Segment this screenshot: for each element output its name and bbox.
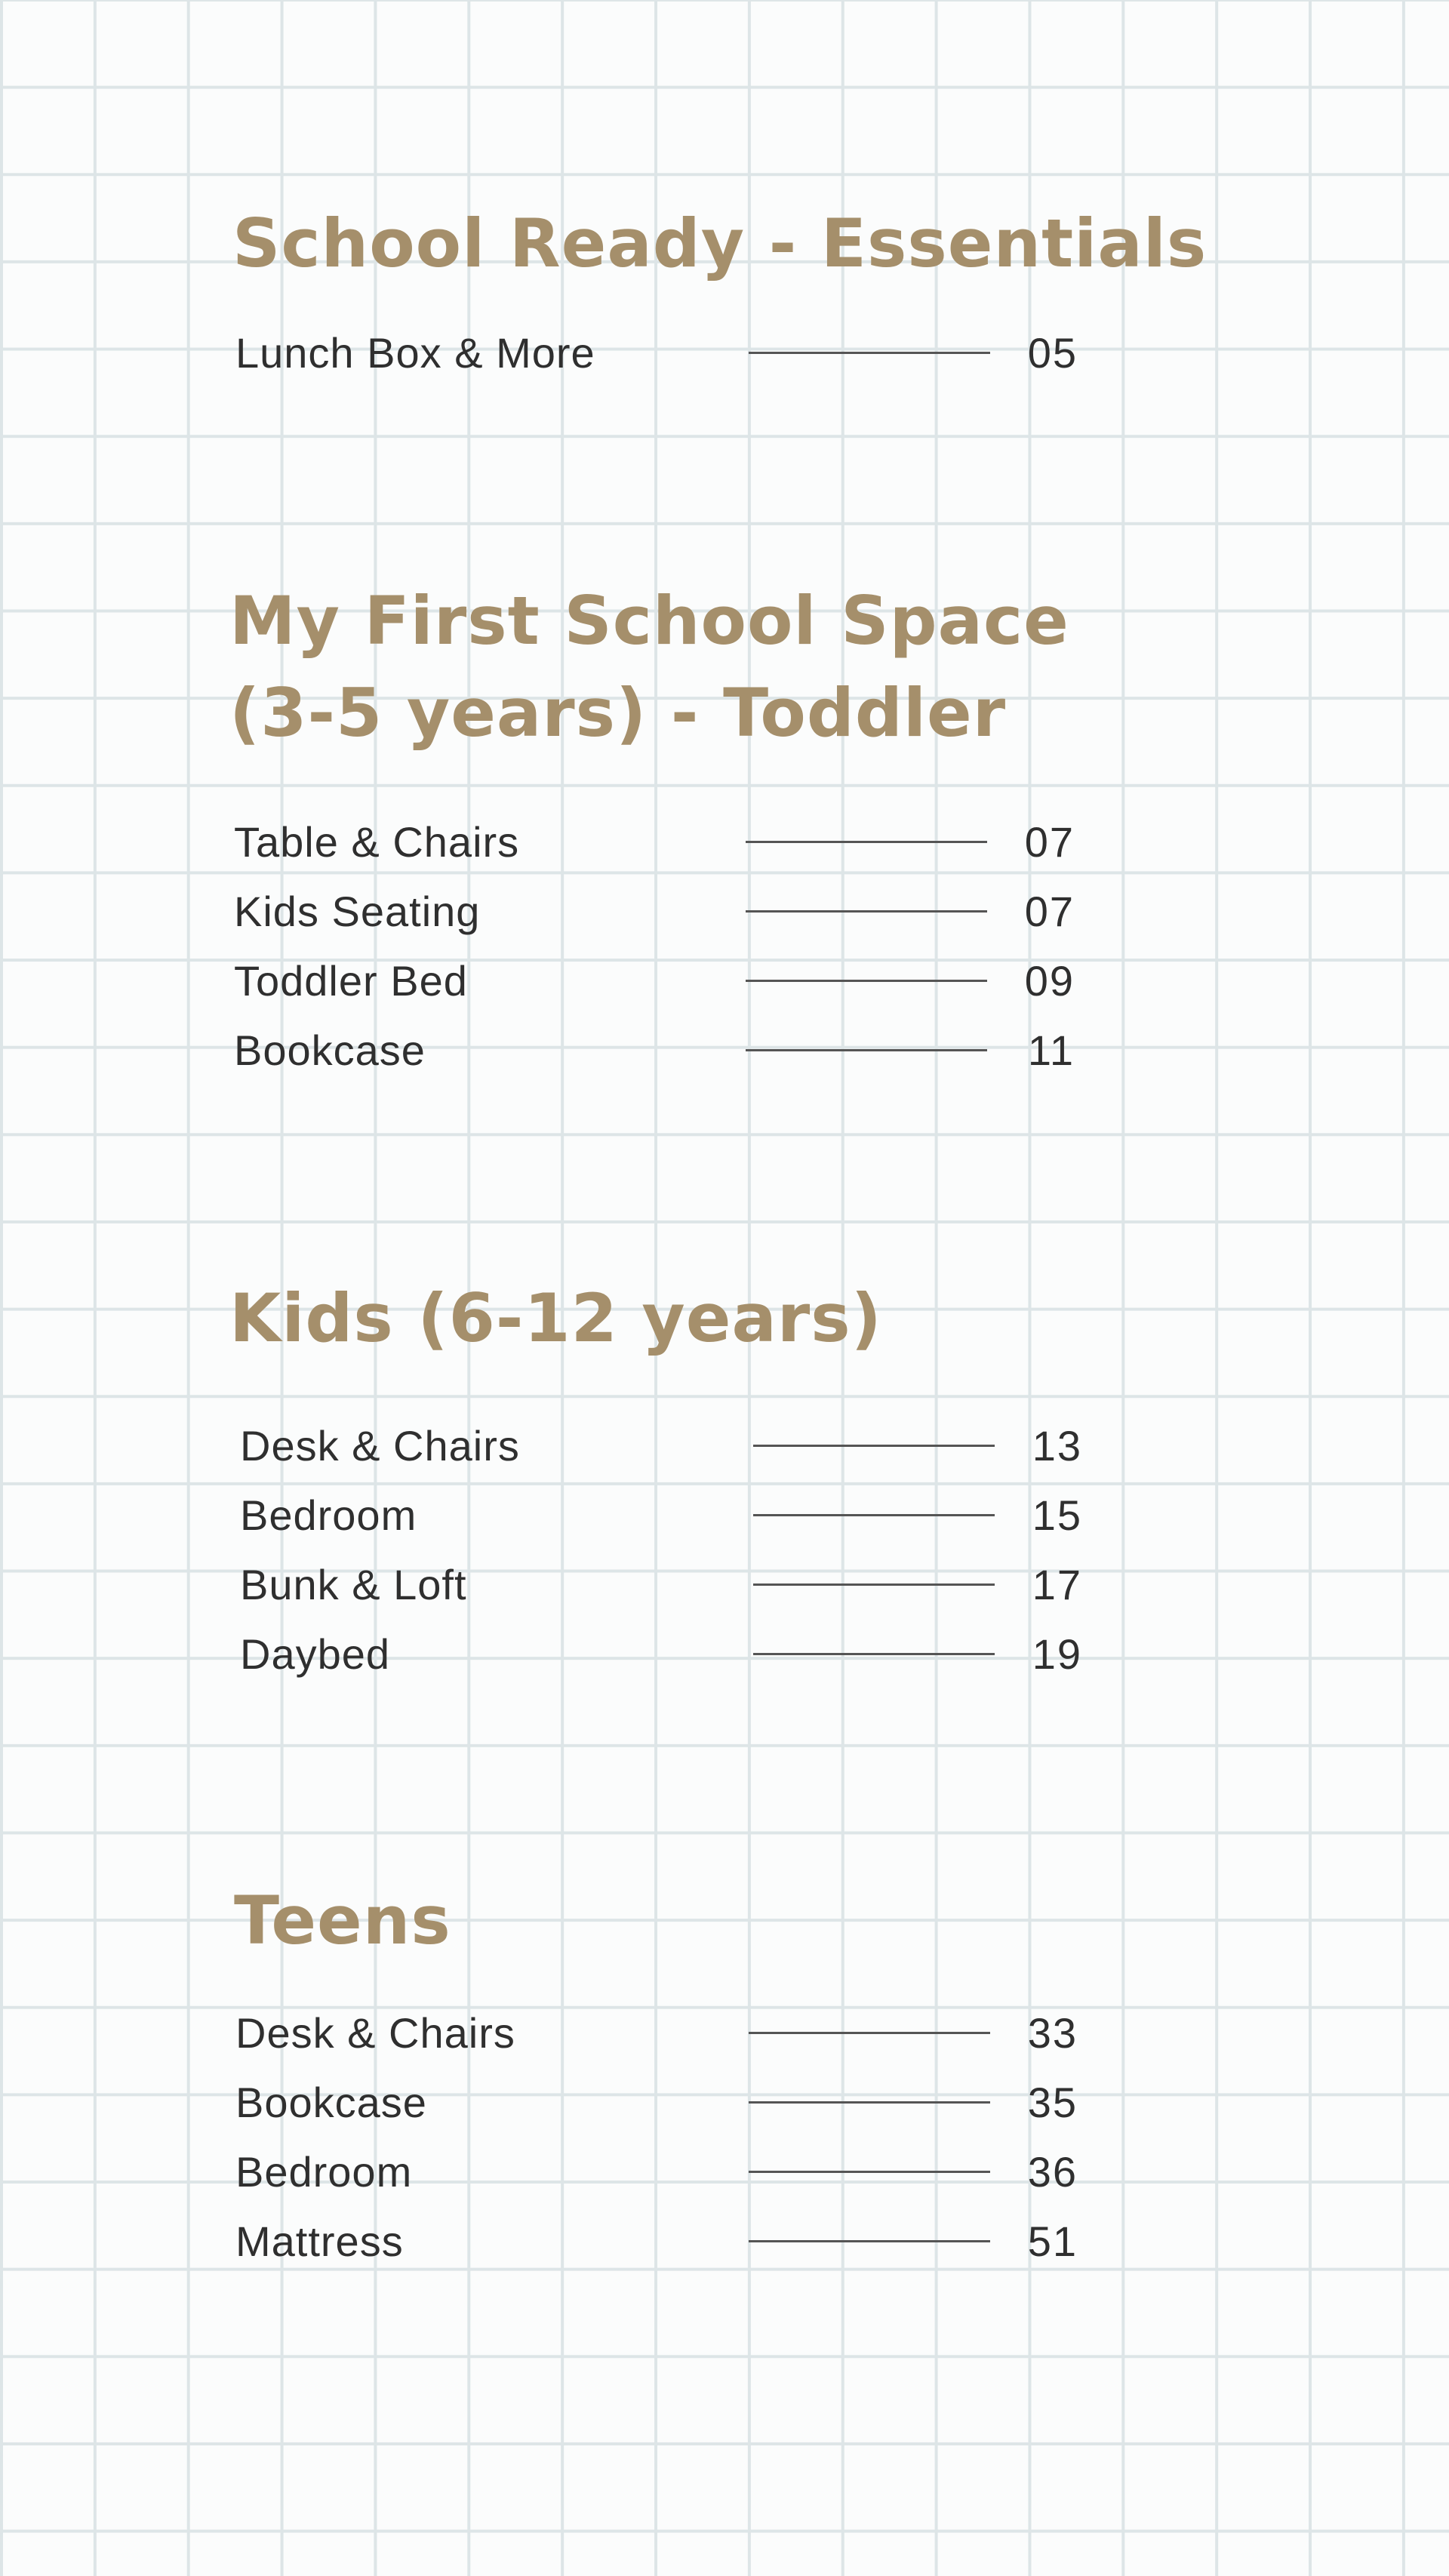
entry-page-number: 15	[1032, 1491, 1082, 1539]
section-heading	[229, 1273, 882, 1365]
leader-line	[746, 841, 987, 843]
section-heading	[229, 575, 1069, 759]
leader-line	[749, 2101, 990, 2104]
entry-page-number: 07	[1024, 888, 1075, 935]
toc-entry[interactable]	[0, 2137, 1449, 2207]
leader-line	[753, 1445, 995, 1447]
leader-line	[746, 1049, 987, 1051]
leader-line	[746, 910, 987, 913]
entry-page-number: 09	[1024, 957, 1075, 1005]
entry-list	[0, 319, 1449, 388]
entry-list	[0, 1999, 1449, 2276]
entry-label: Daybed	[240, 1630, 391, 1678]
leader-line	[749, 2032, 990, 2034]
entry-label: Bedroom	[235, 2148, 413, 2196]
toc-entry[interactable]	[0, 877, 1449, 946]
entry-label: Desk & Chairs	[240, 1422, 520, 1470]
entry-page-number: 05	[1027, 329, 1078, 377]
entry-label: Bunk & Loft	[240, 1561, 467, 1608]
entry-label: Table & Chairs	[234, 818, 520, 866]
leader-line	[749, 2240, 990, 2242]
heading-line: Teens	[234, 1882, 451, 1959]
leader-line	[753, 1653, 995, 1655]
section-heading	[234, 1875, 451, 1967]
entry-list	[0, 1411, 1449, 1689]
heading-line: (3-5 years) - Toddler	[229, 674, 1007, 752]
heading-line: Kids (6-12 years)	[229, 1279, 882, 1357]
toc-entry[interactable]	[0, 808, 1449, 877]
entry-list	[0, 808, 1449, 1085]
entry-label: Lunch Box & More	[235, 329, 595, 377]
heading-line: My First School Space	[229, 582, 1069, 660]
toc-entry[interactable]	[0, 1481, 1449, 1550]
entry-page-number: 17	[1032, 1561, 1082, 1608]
leader-line	[753, 1583, 995, 1586]
section-heading	[232, 198, 1207, 290]
leader-line	[746, 980, 987, 982]
entry-page-number: 19	[1032, 1630, 1082, 1678]
entry-label: Kids Seating	[234, 888, 481, 935]
toc-entry[interactable]	[0, 1411, 1449, 1481]
entry-page-number: 51	[1027, 2217, 1078, 2265]
leader-line	[749, 2171, 990, 2173]
entry-label: Bedroom	[240, 1491, 417, 1539]
entry-label: Bookcase	[234, 1026, 426, 1074]
toc-entry[interactable]	[0, 1016, 1449, 1085]
entry-label: Mattress	[235, 2217, 404, 2265]
entry-label: Toddler Bed	[234, 957, 468, 1005]
toc-entry[interactable]	[0, 1550, 1449, 1620]
entry-page-number: 36	[1027, 2148, 1078, 2196]
entry-label: Desk & Chairs	[235, 2009, 515, 2057]
toc-entry[interactable]	[0, 1620, 1449, 1689]
entry-page-number: 35	[1027, 2079, 1078, 2126]
entry-page-number: 13	[1032, 1422, 1082, 1470]
toc-entry[interactable]	[0, 319, 1449, 388]
heading-line: School Ready - Essentials	[232, 205, 1208, 282]
leader-line	[749, 352, 990, 354]
entry-page-number: 11	[1027, 1026, 1075, 1074]
entry-label: Bookcase	[235, 2079, 427, 2126]
toc-entry[interactable]	[0, 2207, 1449, 2276]
entry-page-number: 07	[1024, 818, 1075, 866]
toc-entry[interactable]	[0, 1999, 1449, 2068]
toc-entry[interactable]	[0, 946, 1449, 1016]
entry-page-number: 33	[1027, 2009, 1078, 2057]
toc-entry[interactable]	[0, 2068, 1449, 2137]
leader-line	[753, 1514, 995, 1516]
